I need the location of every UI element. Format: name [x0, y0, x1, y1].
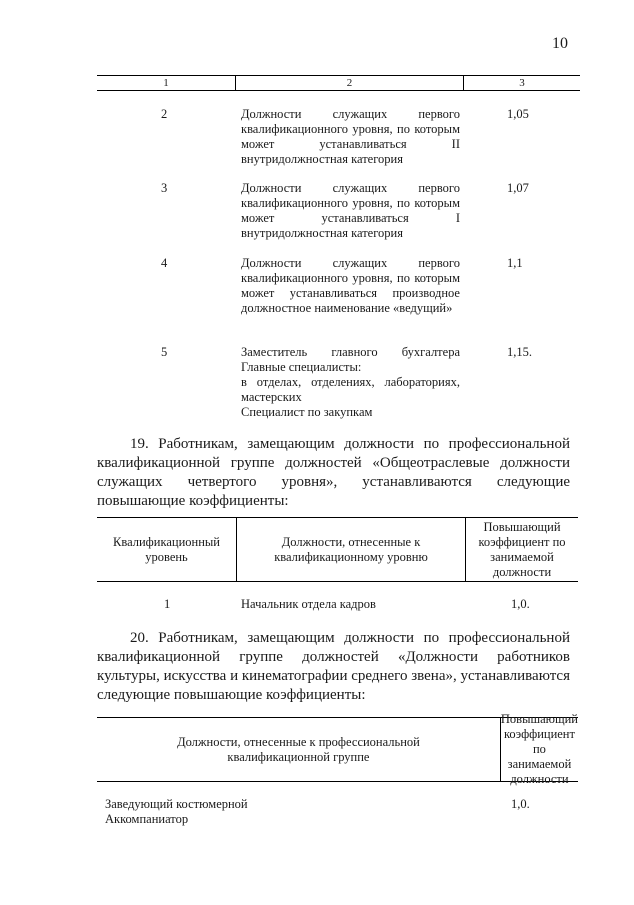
paragraph-20: 20. Работникам, замещающим должности по профессиональной квалификационной группе должностей «Должности работников культуры, искусства и кинематографии среднего звена», устанавливаются следующие повышающие коэффициенты:	[97, 630, 570, 703]
column-header-2: 2	[236, 76, 464, 90]
table-row	[97, 107, 580, 167]
row-positions: Должности служащих первого квалификационного уровня, по которым может устанавливаться I внутридолжностная категория	[241, 181, 460, 240]
position-line: Главные специалисты:	[241, 360, 362, 374]
row-level: 5	[161, 345, 168, 359]
table-row	[97, 782, 578, 832]
table-header-row	[97, 517, 578, 582]
header-coefficient: Повышающий коэффициент по занимаемой должности	[500, 712, 578, 786]
row-positions	[241, 345, 460, 420]
position-line: Заместитель главного бухгалтера	[241, 345, 460, 359]
column-header-3: 3	[519, 77, 525, 89]
page-number: 10	[552, 35, 568, 52]
table-row	[97, 181, 580, 241]
table-row	[97, 345, 580, 420]
row-positions	[105, 797, 248, 827]
header-qualification-level: Квалификационный уровень	[97, 518, 237, 581]
paragraph-19: 19. Работникам, замещающим должности по профессиональной квалификационной группе должностей «Общеотраслевые должности служащих четвертого уровня», устанавливаются следующие повышающие коэффициенты:	[97, 436, 570, 509]
header-positions: Должности, отнесенные к квалификационному уровню	[237, 518, 466, 581]
header-positions: Должности, отнесенные к профессиональной квалификационной группе	[97, 718, 501, 781]
row-level: 2	[161, 107, 168, 121]
row-coefficient: 1,0.	[511, 797, 530, 811]
table-row	[97, 582, 578, 612]
table-header-row	[97, 75, 580, 91]
row-coefficient: 1,15.	[507, 345, 532, 359]
row-coefficient: 1,0.	[511, 597, 530, 611]
row-coefficient: 1,1	[507, 256, 523, 270]
row-positions: Начальник отдела кадров	[241, 597, 376, 611]
row-level: 3	[161, 181, 168, 195]
position-line: Аккомпаниатор	[105, 812, 189, 826]
column-header-1: 1	[97, 76, 236, 90]
position-line: Специалист по закупкам	[241, 405, 373, 419]
row-positions: Должности служащих первого квалификационного уровня, по которым может устанавливаться производное должностное наименование «ведущий»	[241, 256, 460, 315]
row-coefficient: 1,05	[507, 107, 529, 121]
row-level: 1	[164, 597, 171, 611]
table-header-row	[97, 712, 578, 786]
header-coefficient: Повышающий коэффициент по занимаемой должности	[478, 519, 566, 579]
table-row	[97, 256, 580, 331]
table-group-coefficients	[97, 712, 578, 832]
row-level: 4	[161, 256, 168, 270]
position-line: Заведующий костюмерной	[105, 797, 248, 811]
table-coefficients-continued	[97, 75, 580, 419]
row-positions: Должности служащих первого квалификационного уровня, по которым может устанавливаться II внутридолжностная категория	[241, 107, 460, 166]
position-line: в отделах, отделениях, лабораториях, мастерских	[241, 375, 460, 404]
table-level-coefficients	[97, 517, 578, 612]
row-coefficient: 1,07	[507, 181, 529, 195]
